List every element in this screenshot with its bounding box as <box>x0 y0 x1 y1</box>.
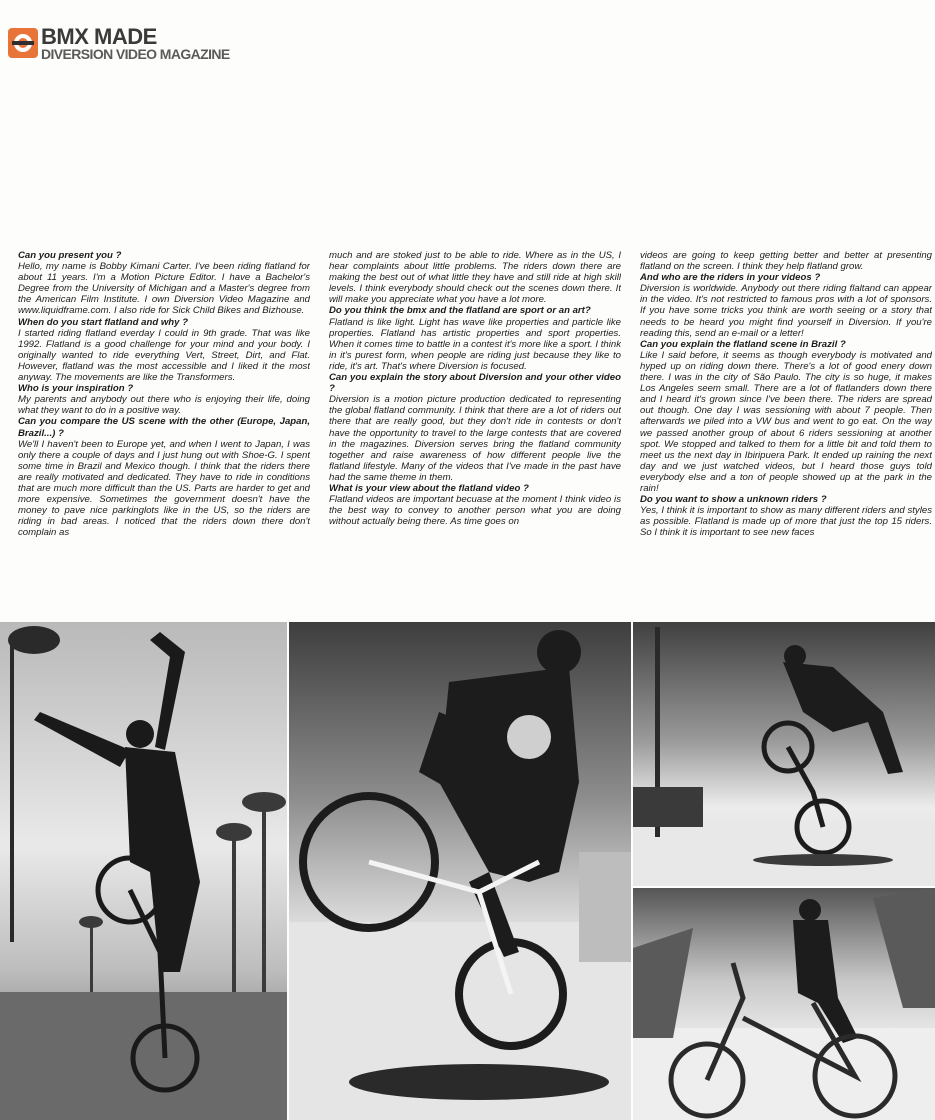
rider-standing-bike-photo <box>289 622 631 1120</box>
rider-wheelie-photo <box>0 622 287 1120</box>
interview-question: What is your view about the flatland video ? <box>329 482 529 494</box>
interview-answer: Diversion is worldwide. Anybody out there riding flaltand can appear in the video. It's not restricted to famous pros with a lot of sponsors. If you have some tricks you think are worth seeing or a story that needs to be heard you might find yourself in Diversion. If you're reading this, send an e-mail or a letter! <box>640 283 932 339</box>
interview-question: Can you compare the US scene with the other (Europe, Japan, Brazil...) ? <box>18 416 310 439</box>
interview-answer: much and are stoked just to be able to ride. Where as in the US, I hear complaints about little problems. The riders down there are making the best out of what little they have and still ride at high skill levels. I think everybody should check out the scenes down there. It will make you appreciate what you have a lot more. <box>329 250 621 306</box>
interview-question: And who are the riders in your videos ? <box>640 272 821 284</box>
interview-answer: Diversion is a motion picture production dedicated to representing the global flatland community. I think that there are a lot of riders out there that are really good, but they don't ride in contests or don't have the opportunity to travel to the large contests that are covered in the magazines. Diversion serves bring the flatland community together and raise awareness of how different people live the flatland lifestyle. Many of the videos that I've made in the past have had the same theme in them. <box>329 394 621 483</box>
magazine-title: BMX MADE <box>41 24 157 49</box>
interview-column-2 <box>329 250 621 620</box>
interview-answer: My parents and anybody out there who is enjoying their life, doing what they want to do in a positive way. <box>18 394 310 417</box>
interview-question: Can you present you ? <box>18 250 122 261</box>
interview-answer: Flatland videos are important becuase at the moment I think video is the best way to convey to another person what you are doing without actually being there. As time goes on <box>329 494 621 528</box>
interview-question: Do you think the bmx and the flatland are sport or an art? <box>329 305 591 317</box>
interview-question: When do you start flatland and why ? <box>18 316 189 328</box>
interview-answer: Yes, I think it is important to show as many different riders and styles as possible. Flatland is made up of more that just the top 15 riders. So I think it is important to see new faces <box>640 505 932 539</box>
masthead <box>8 26 308 66</box>
interview-question: Can you explain the story about Diversion and your other video ? <box>329 372 621 395</box>
interview-question: Do you want to show a unknown riders ? <box>640 494 827 506</box>
interview-question: Can you explain the flatland scene in Brazil ? <box>640 338 846 350</box>
interview-answer: Flatland is like light. Light has wave like properties and particle like properties. Flatland has artistic properties and sport properties. When it comes time to battle in a contest it's more like a sport. I think in it's purest form, when people are riding just because they like to ride, it's art. That's where Diversion is focused. <box>329 316 621 372</box>
interview-answer: I started riding flatland everday I could in 9th grade. That was like 1992. Flatland is a good challenge for your mind and your body. I originally wanted to ride everything Vert, Street, Dirt, and Flat. However, flatland was the most accessible and I liked it the most anyway. The movements are like the Transformers. <box>18 327 310 384</box>
interview-answer: We'll I haven't been to Europe yet, and when I went to Japan, I was only there a couple of days and I just hung out with Shoe-G. I spent some time in Brazil and Mexico though. I think that the riders there are really motivated and dedicated. They have to ride in conditions that are much more difficult than the US. Parts are harder to get and more expensive. Sometimes the government doesn't have the money to pave nice parkinglots like in the US, so the riders are riding in bad areas. I noticed that the riders down there don't complain as <box>18 438 310 539</box>
interview-answer: Hello, my name is Bobby Kimani Carter. I've been riding flatland for about 11 years. I'm a Motion Picture Editor. I have a Bachelor's Degree from the University of Michigan and a Master's degree from the American Film Institute. I own Diversion Video Magazine and www.liquidframe.com. I also ride for Sick Child Bikes and Bizhouse. <box>18 261 310 317</box>
tv-logo-icon <box>8 28 38 58</box>
interview-question: Who is your inspiration ? <box>18 383 134 395</box>
rider-balance-trick-photo <box>633 622 935 886</box>
interview-answer: videos are going to keep getting better and better at presenting flatland on the screen. I think they help flatland grow. <box>640 250 932 273</box>
rider-seated-bike-photo <box>633 888 935 1120</box>
interview-answer: Like I said before, it seems as though everybody is motivated and hyped up on riding down there. There's a lot of good enery down there. I was in the city of São Paulo. The city is so huge, it makes Los Angeles seem small. There are a lot of flatlanders down there and I heard it's grown since I've been there. The riders are spread out though. One day I was sessioning with about 7 people. Then afterwards we piled into a VW bus and went to go eat. On the way we passed another group of about 6 riders sessioning at another spot. We stopped and talked to them for a little bit and told them to meet us the next day in Ibiripuera Park. It ended up raining the next day and we just watched videos, but I heard those guys told everybody else and a ton of people showed up at the park in the rain! <box>640 349 932 494</box>
interview-column-1 <box>18 250 310 620</box>
interview-column-3 <box>640 250 932 620</box>
magazine-subtitle: DIVERSION VIDEO MAGAZINE <box>41 46 230 62</box>
